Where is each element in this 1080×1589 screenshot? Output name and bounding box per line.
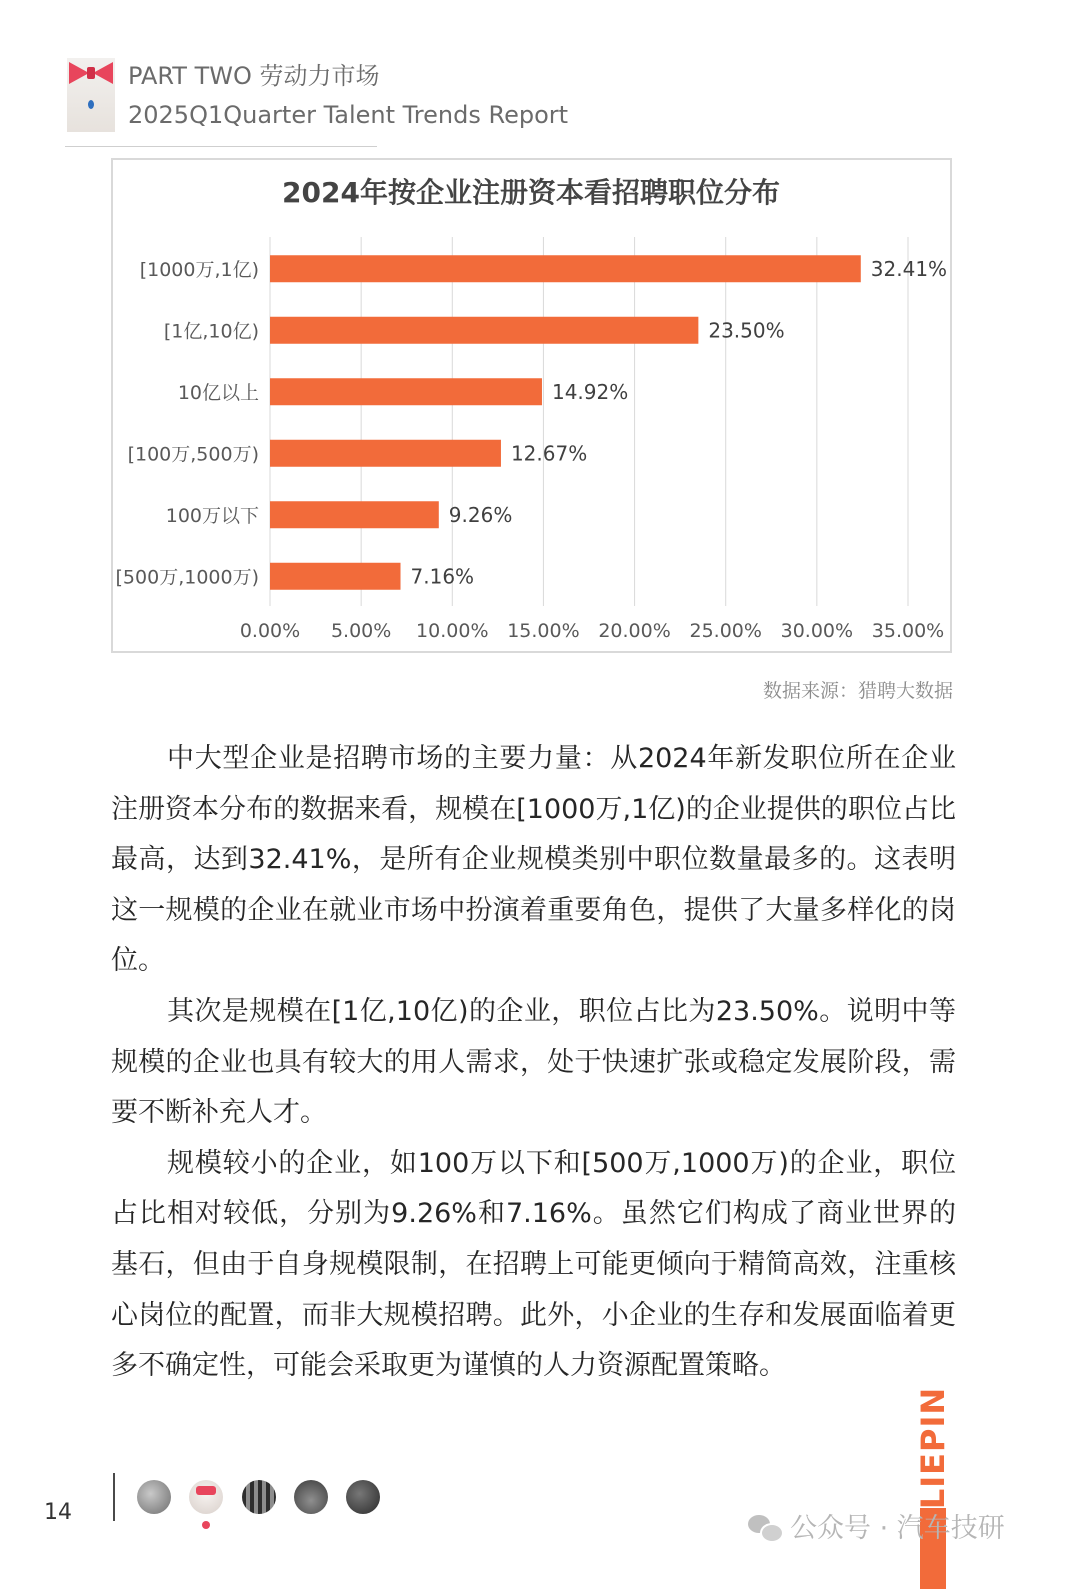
x-tick-label: 10.00% xyxy=(416,620,489,642)
x-tick-label: 0.00% xyxy=(239,620,301,642)
section-thumb-2[interactable] xyxy=(189,1480,223,1514)
paragraph-2: 其次是规模在[1亿,10亿)的企业，职位占比为23.50%。说明中等规模的企业也具有较大的用人需求，处于快速扩张或稳定发展阶段，需要不断补充人才。 xyxy=(111,995,956,1129)
body-text xyxy=(111,734,956,1392)
category-label: 10亿以上 xyxy=(177,381,259,404)
data-label: 9.26% xyxy=(448,502,513,527)
data-label: 14.92% xyxy=(551,379,629,404)
bow-tie-left xyxy=(69,62,89,84)
bar xyxy=(270,501,439,528)
bar xyxy=(270,317,698,344)
section-thumb-3[interactable] xyxy=(242,1480,276,1514)
data-label: 7.16% xyxy=(410,564,475,589)
header-divider xyxy=(65,146,377,147)
category-label: [1亿,10亿) xyxy=(163,320,259,343)
liepin-logo: LIEPIN xyxy=(914,1386,952,1510)
data-label: 23.50% xyxy=(708,318,785,343)
watermark-text: 公众号 · 汽车技研 xyxy=(790,1513,1005,1544)
section-thumb-5[interactable] xyxy=(346,1480,380,1514)
x-tick-label: 35.00% xyxy=(871,620,945,642)
paragraph-3: 规模较小的企业，如100万以下和[500万,1000万)的企业，职位占比相对较低，分别为9.26%和7.16%。虽然它们构成了商业世界的基石，但由于自身规模限制，在招聘上可能更倾向于精简高效，注重核心岗位的配置，而非大规模招聘。此外，小企业的生存和发展面临着更多不确定性，可能会采取更为谨慎的人力资源配置策略。 xyxy=(111,1147,956,1382)
section-title: PART TWO 劳动力市场 xyxy=(128,62,380,90)
paragraph-1: 中大型企业是招聘市场的主要力量：从2024年新发职位所在企业注册资本分布的数据来看，规模在[1000万,1亿)的企业提供的职位占比最高，达到32.41%，是所有企业规模类别中职位数量最多的。这表明这一规模的企业在就业市场中扮演着重要角色，提供了大量多样化的岗位。 xyxy=(111,743,956,977)
data-label: 12.67% xyxy=(510,441,588,466)
chart-container xyxy=(111,158,952,653)
footer-divider xyxy=(113,1473,115,1521)
watermark xyxy=(748,1506,1005,1545)
category-label: 100万以下 xyxy=(165,504,259,527)
bow-tie-knot xyxy=(87,67,95,79)
bar xyxy=(270,378,542,405)
category-label: [100万,500万) xyxy=(127,443,259,466)
bar xyxy=(270,440,501,467)
report-title: 2025Q1Quarter Talent Trends Report xyxy=(128,101,569,129)
bar xyxy=(270,255,861,282)
x-tick-label: 5.00% xyxy=(330,620,392,642)
active-section-indicator xyxy=(202,1521,210,1529)
chart-title: 2024年按企业注册资本看招聘职位分布 xyxy=(282,176,780,209)
wechat-icon xyxy=(748,1515,782,1541)
category-label: [1000万,1亿) xyxy=(139,258,259,281)
page-number: 14 xyxy=(44,1500,72,1525)
header-thumbnail-image xyxy=(67,58,115,132)
x-tick-label: 20.00% xyxy=(598,620,671,642)
section-thumb-1[interactable] xyxy=(137,1480,171,1514)
x-tick-label: 30.00% xyxy=(780,620,854,642)
data-source-note: 数据来源：猎聘大数据 xyxy=(762,680,953,702)
pin-icon xyxy=(88,100,94,109)
bar xyxy=(270,563,401,590)
bow-tie-right xyxy=(93,62,113,84)
section-thumb-4[interactable] xyxy=(294,1480,328,1514)
bar-chart xyxy=(113,160,950,651)
x-tick-label: 25.00% xyxy=(689,620,762,642)
x-tick-label: 15.00% xyxy=(507,620,580,642)
data-label: 32.41% xyxy=(870,256,948,281)
category-label: [500万,1000万) xyxy=(115,566,259,589)
